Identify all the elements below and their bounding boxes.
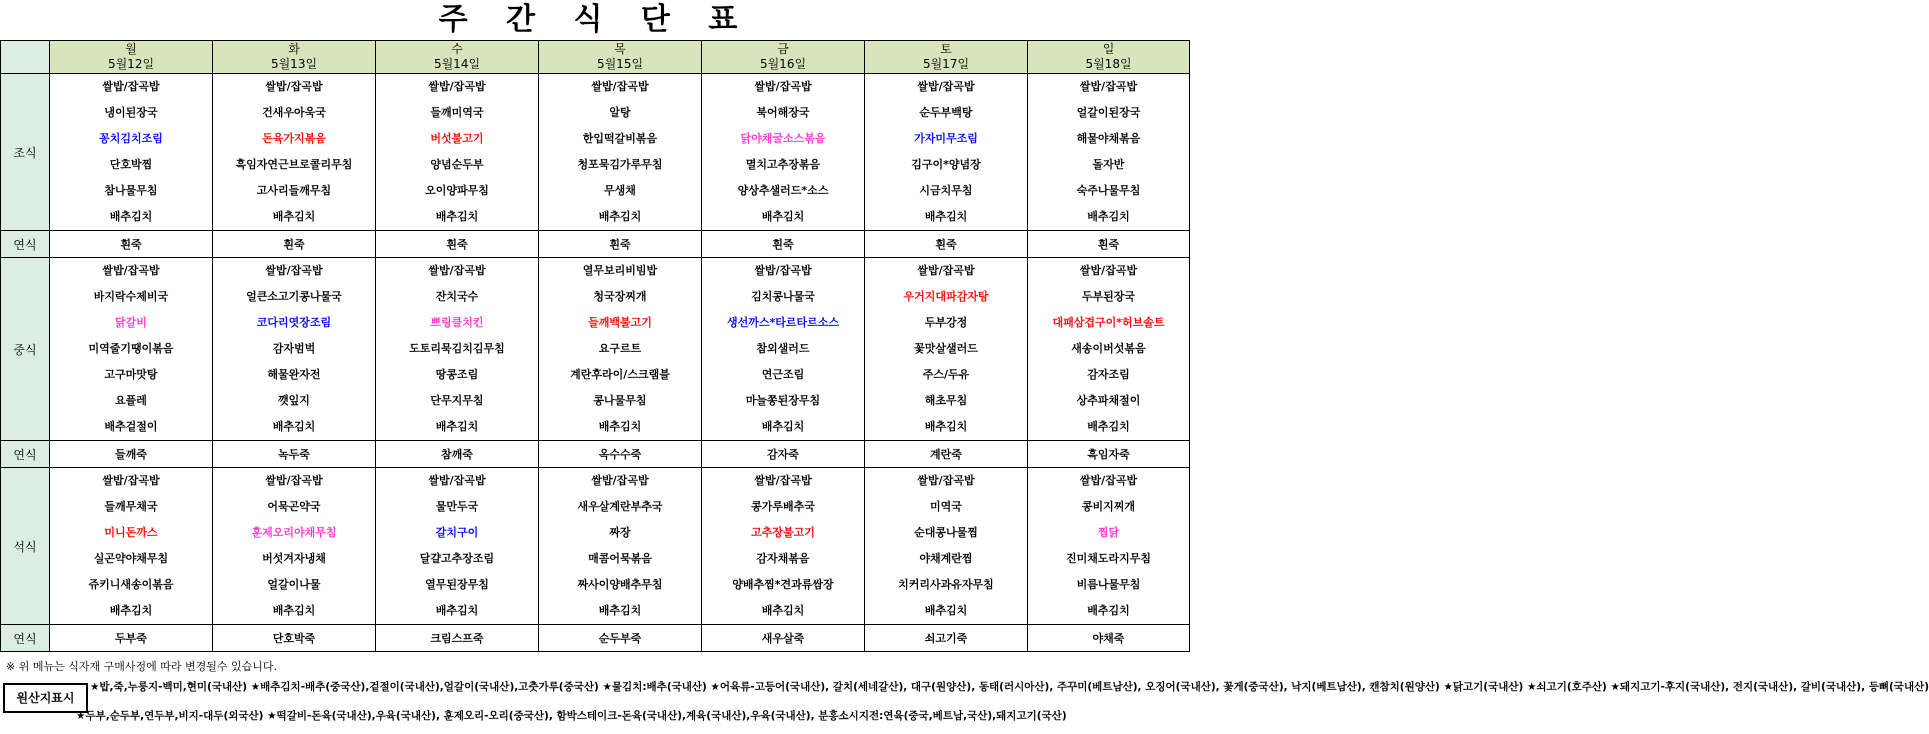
menu-item: 쌀밥/잡곡밥 [754, 80, 812, 93]
menu-item: 쌀밥/잡곡밥 [428, 80, 486, 93]
menu-item: 쌀밥/잡곡밥 [102, 474, 160, 487]
menu-item: 쌀밥/잡곡밥 [265, 474, 323, 487]
menu-item: 실곤약야채무침 [93, 552, 169, 565]
menu-item: 배추김치 [435, 210, 479, 223]
menu-item: 참외샐러드 [756, 342, 810, 355]
breakfast-day-6 [1028, 74, 1190, 231]
day-name: 목 [614, 42, 626, 56]
menu-item: 열무된장무침 [425, 578, 489, 591]
breakfast-porridge-item: 흰죽 [213, 231, 376, 258]
day-header-0 [50, 41, 213, 74]
menu-item: 쌀밥/잡곡밥 [428, 264, 486, 277]
menu-item: 요구르트 [598, 342, 642, 355]
menu-item: 쌀밥/잡곡밥 [754, 264, 812, 277]
lunch-porridge-row [1, 441, 1190, 468]
menu-item: 꽃맛살샐러드 [914, 342, 978, 355]
menu-item: 쁘링클치킨 [430, 316, 484, 329]
dinner-day-3 [539, 468, 702, 625]
menu-item: 배추김치 [598, 420, 642, 433]
menu-item: 해초무침 [924, 394, 968, 407]
breakfast-day-0 [50, 74, 213, 231]
dinner-day-2 [376, 468, 539, 625]
menu-item: 배추김치 [1087, 210, 1130, 223]
breakfast-porridge-item: 흰죽 [1028, 231, 1190, 258]
day-date: 5월12일 [107, 57, 155, 71]
lunch-day-6 [1028, 258, 1190, 441]
menu-item: 알탕 [609, 106, 631, 119]
menu-item: 쌀밥/잡곡밥 [102, 264, 160, 277]
menu-item: 쌀밥/잡곡밥 [102, 80, 160, 93]
menu-item: 요플레 [115, 394, 147, 407]
origin-info-line-2: ★두부,순두부,연두부,비지-대두(외국산) ★떡갈비-돈육(국내산),우육(국내산), 훈제오리-오리(중국산), 함박스테이크-돈육(국내산),계육(국내산),우육(국내산), 분홍소시지전:연육(중국,베트남,국산),돼지고기(국산) [76, 710, 1067, 722]
menu-item: 콩나물무침 [593, 394, 647, 407]
menu-item: 배추김치 [924, 604, 968, 617]
lunch-day-5 [865, 258, 1028, 441]
day-name: 월 [125, 42, 137, 56]
menu-item: 단호박찜 [109, 158, 153, 171]
menu-item: 배추김치 [761, 210, 805, 223]
lunch-porridge-item: 감자죽 [702, 441, 865, 468]
lunch-porridge-item: 녹두죽 [213, 441, 376, 468]
weekly-menu-table [0, 40, 1190, 652]
dinner-porridge-label: 연식 [1, 625, 50, 652]
menu-item: 콩가루배추국 [751, 500, 815, 513]
menu-item: 배추김치 [598, 604, 642, 617]
menu-item: 쌀밥/잡곡밥 [265, 80, 323, 93]
menu-item: 마늘쫑된장무침 [745, 394, 821, 407]
breakfast-row [1, 74, 1190, 231]
page-title: 주 간 식 단 표 [438, 2, 752, 37]
menu-item: 가자미무조림 [914, 132, 978, 145]
corner-cell [1, 41, 50, 74]
menu-item: 쌀밥/잡곡밥 [1079, 264, 1138, 277]
dinner-porridge-row [1, 625, 1190, 652]
menu-item: 쌀밥/잡곡밥 [1079, 474, 1138, 487]
menu-item: 주스/두유 [922, 368, 970, 381]
menu-item: 쥬키니새송이볶음 [88, 578, 174, 591]
menu-item: 숙주나물무침 [1076, 184, 1141, 197]
menu-item: 두부된장국 [1081, 290, 1136, 303]
day-header-2 [376, 41, 539, 74]
lunch-label: 중식 [1, 258, 50, 441]
menu-item: 고구마맛탕 [104, 368, 158, 381]
menu-item: 버섯겨자냉채 [262, 552, 326, 565]
menu-item: 시금치무침 [919, 184, 973, 197]
menu-item: 치커리사과유자무침 [898, 578, 994, 591]
dinner-day-1 [213, 468, 376, 625]
day-date: 5월16일 [759, 57, 807, 71]
menu-item: 계란후라이/스크램블 [570, 368, 670, 381]
menu-item: 배추김치 [109, 604, 153, 617]
menu-item: 감자범벅 [272, 342, 316, 355]
menu-item: 들깨백불고기 [588, 316, 652, 329]
dinner-day-0 [50, 468, 213, 625]
menu-item: 양배추찜*견과류쌈장 [732, 578, 834, 591]
menu-item: 닭야채굴소스볶음 [740, 132, 826, 145]
menu-item: 갈치구이 [435, 526, 479, 539]
lunch-day-3 [539, 258, 702, 441]
menu-item: 쌀밥/잡곡밥 [265, 264, 323, 277]
origin-label: 원산지표시 [3, 683, 88, 713]
lunch-porridge-item: 계란죽 [865, 441, 1028, 468]
menu-item: 바지락수제비국 [93, 290, 169, 303]
menu-item: 두부강정 [924, 316, 968, 329]
dinner-porridge-item: 순두부죽 [539, 625, 702, 652]
menu-item: 꽁치김치조림 [99, 132, 163, 145]
day-header-row [1, 41, 1190, 74]
day-header-6 [1028, 41, 1190, 74]
menu-item: 얼갈이나물 [267, 578, 321, 591]
dinner-day-4 [702, 468, 865, 625]
menu-item: 배추김치 [761, 420, 805, 433]
menu-item: 콩비지찌개 [1081, 500, 1136, 513]
menu-item: 한입떡갈비볶음 [582, 132, 658, 145]
menu-item: 깻잎지 [278, 394, 310, 407]
menu-item: 김치콩나물국 [751, 290, 815, 303]
day-name: 금 [777, 42, 789, 56]
menu-item: 감자조림 [1087, 368, 1130, 381]
menu-item: 미역국 [930, 500, 962, 513]
menu-item: 어묵곤약국 [267, 500, 321, 513]
menu-item: 들깨무채국 [104, 500, 158, 513]
menu-item: 새우살계란부추국 [577, 500, 663, 513]
menu-item: 잔치국수 [435, 290, 479, 303]
menu-item: 무생채 [604, 184, 636, 197]
breakfast-day-4 [702, 74, 865, 231]
menu-item: 배추김치 [598, 210, 642, 223]
menu-item: 양념순두부 [430, 158, 484, 171]
dinner-porridge-item: 두부죽 [50, 625, 213, 652]
menu-item: 청포묵김가루무침 [577, 158, 663, 171]
menu-item: 얼갈이된장국 [1076, 106, 1141, 119]
breakfast-day-1 [213, 74, 376, 231]
menu-change-note: ※ 위 메뉴는 식자재 구매사정에 따라 변경될수 있습니다. [6, 660, 277, 673]
menu-item: 비름나물무침 [1076, 578, 1141, 591]
menu-item: 배추김치 [272, 420, 316, 433]
menu-item: 쌀밥/잡곡밥 [754, 474, 812, 487]
lunch-day-1 [213, 258, 376, 441]
day-name: 토 [940, 42, 952, 56]
day-date: 5월13일 [270, 57, 318, 71]
menu-item: 배추김치 [272, 604, 316, 617]
menu-item: 배추김치 [435, 420, 479, 433]
lunch-porridge-item: 흑임자죽 [1028, 441, 1190, 468]
breakfast-porridge-item: 흰죽 [376, 231, 539, 258]
menu-item: 코다리엿장조림 [256, 316, 332, 329]
day-name: 수 [451, 42, 463, 56]
dinner-day-6 [1028, 468, 1190, 625]
dinner-row [1, 468, 1190, 625]
day-name: 일 [1102, 42, 1115, 56]
lunch-day-2 [376, 258, 539, 441]
lunch-porridge-label: 연식 [1, 441, 50, 468]
lunch-porridge-item: 옥수수죽 [539, 441, 702, 468]
menu-item: 배추김치 [761, 604, 805, 617]
dinner-porridge-item: 야채죽 [1028, 625, 1190, 652]
menu-item: 쌀밥/잡곡밥 [917, 80, 975, 93]
menu-item: 훈제오리야채무침 [251, 526, 337, 539]
menu-item: 상추파채절이 [1076, 394, 1141, 407]
menu-item: 찜닭 [1097, 526, 1120, 539]
lunch-day-0 [50, 258, 213, 441]
day-date: 5월17일 [922, 57, 970, 71]
menu-item: 생선까스*타르타르소스 [726, 316, 839, 329]
breakfast-label: 조식 [1, 74, 50, 231]
day-date: 5월14일 [433, 57, 481, 71]
menu-item: 고사리들깨무침 [256, 184, 332, 197]
menu-item: 배추겉절이 [104, 420, 158, 433]
menu-item: 배추김치 [924, 420, 968, 433]
menu-item: 진미채도라지무침 [1065, 552, 1151, 565]
menu-item: 쌀밥/잡곡밥 [917, 264, 975, 277]
breakfast-day-2 [376, 74, 539, 231]
menu-item: 들깨미역국 [430, 106, 484, 119]
menu-item: 고추장불고기 [751, 526, 815, 539]
lunch-day-4 [702, 258, 865, 441]
menu-item: 오이양파무침 [425, 184, 489, 197]
menu-item: 쌀밥/잡곡밥 [591, 80, 649, 93]
menu-item: 도토리묵김치김무침 [409, 342, 505, 355]
menu-item: 미니돈까스 [104, 526, 158, 539]
menu-item: 얼큰소고기콩나물국 [246, 290, 342, 303]
menu-item: 배추김치 [109, 210, 153, 223]
menu-item: 땅콩조림 [435, 368, 479, 381]
menu-item: 청국장찌개 [593, 290, 647, 303]
menu-item: 참나물무침 [104, 184, 158, 197]
lunch-porridge-item: 들깨죽 [50, 441, 213, 468]
menu-item: 감자채볶음 [756, 552, 810, 565]
dinner-label: 석식 [1, 468, 50, 625]
breakfast-porridge-row [1, 231, 1190, 258]
menu-item: 순대콩나물찜 [914, 526, 978, 539]
menu-item: 배추김치 [924, 210, 968, 223]
breakfast-porridge-item: 흰죽 [702, 231, 865, 258]
menu-item: 닭갈비 [115, 316, 147, 329]
menu-item: 우거지대파감자탕 [903, 290, 989, 303]
menu-item: 돌자반 [1092, 158, 1125, 171]
breakfast-porridge-item: 흰죽 [865, 231, 1028, 258]
day-date: 5월15일 [596, 57, 644, 71]
menu-item: 건새우아욱국 [262, 106, 326, 119]
menu-item: 냉이된장국 [104, 106, 158, 119]
breakfast-porridge-label: 연식 [1, 231, 50, 258]
dinner-porridge-item: 쇠고기죽 [865, 625, 1028, 652]
menu-item: 돈육가지볶음 [262, 132, 326, 145]
menu-item: 김구이*양념장 [911, 158, 981, 171]
menu-item: 짜장 [609, 526, 631, 539]
menu-item: 새송이버섯볶음 [1071, 342, 1146, 355]
origin-info-line-1: ★밥,죽,누룽지-백미,현미(국내산) ★배추김치-배추(중국산),겉절이(국내산),얼갈이(국내산),고춧가루(중국산) ★물김치:배추(국내산) ★어육류-고등어(국내산), 갈치(세네갈산), 대구(원양산), 동태(러시아산), 주꾸미(베트남산), 오징어(국내산), 꽃게(중국산), 낙지(베트남산), 캔참치(원양산) ★닭고기(국내산) ★쇠고기(호주산) ★돼지고기-후지(국내산), 전지(국내산), 갈비(국내산), 등뼈(국내산) [90, 681, 1929, 693]
breakfast-day-3 [539, 74, 702, 231]
day-header-1 [213, 41, 376, 74]
dinner-porridge-item: 크림스프죽 [376, 625, 539, 652]
menu-item: 야채계란찜 [919, 552, 973, 565]
breakfast-day-5 [865, 74, 1028, 231]
menu-item: 짜사이양배추무침 [577, 578, 663, 591]
menu-item: 열무보리비빔밥 [582, 264, 658, 277]
menu-item: 양상추샐러드*소스 [737, 184, 829, 197]
menu-item: 해물완자전 [267, 368, 321, 381]
day-name: 화 [288, 42, 300, 56]
breakfast-porridge-item: 흰죽 [50, 231, 213, 258]
menu-item: 순두부백탕 [919, 106, 973, 119]
menu-item: 배추김치 [1087, 420, 1130, 433]
breakfast-porridge-item: 흰죽 [539, 231, 702, 258]
day-date: 5월18일 [1085, 57, 1132, 71]
dinner-porridge-item: 새우살죽 [702, 625, 865, 652]
menu-item: 쌀밥/잡곡밥 [591, 474, 649, 487]
menu-item: 쌀밥/잡곡밥 [1079, 80, 1138, 93]
menu-item: 배추김치 [272, 210, 316, 223]
day-header-4 [702, 41, 865, 74]
menu-item: 물만두국 [435, 500, 479, 513]
menu-item: 달걀고추장조림 [419, 552, 495, 565]
menu-item: 흑임자연근브로콜리무침 [235, 158, 353, 171]
menu-item: 버섯불고기 [430, 132, 484, 145]
menu-item: 배추김치 [435, 604, 479, 617]
day-header-5 [865, 41, 1028, 74]
menu-item: 연근조림 [761, 368, 805, 381]
lunch-porridge-item: 참깨죽 [376, 441, 539, 468]
menu-item: 쌀밥/잡곡밥 [917, 474, 975, 487]
day-header-3 [539, 41, 702, 74]
menu-item: 멸치고추장볶음 [745, 158, 821, 171]
menu-item: 미역줄기땡이볶음 [88, 342, 174, 355]
lunch-row [1, 258, 1190, 441]
menu-item: 해물야채볶음 [1076, 132, 1141, 145]
menu-item: 매콤어묵볶음 [588, 552, 652, 565]
menu-item: 단무지무침 [430, 394, 484, 407]
menu-item: 북어해장국 [756, 106, 810, 119]
menu-item: 배추김치 [1087, 604, 1130, 617]
dinner-porridge-item: 단호박죽 [213, 625, 376, 652]
menu-item: 대패삼겹구이*허브솔트 [1052, 316, 1165, 329]
menu-item: 쌀밥/잡곡밥 [428, 474, 486, 487]
dinner-day-5 [865, 468, 1028, 625]
